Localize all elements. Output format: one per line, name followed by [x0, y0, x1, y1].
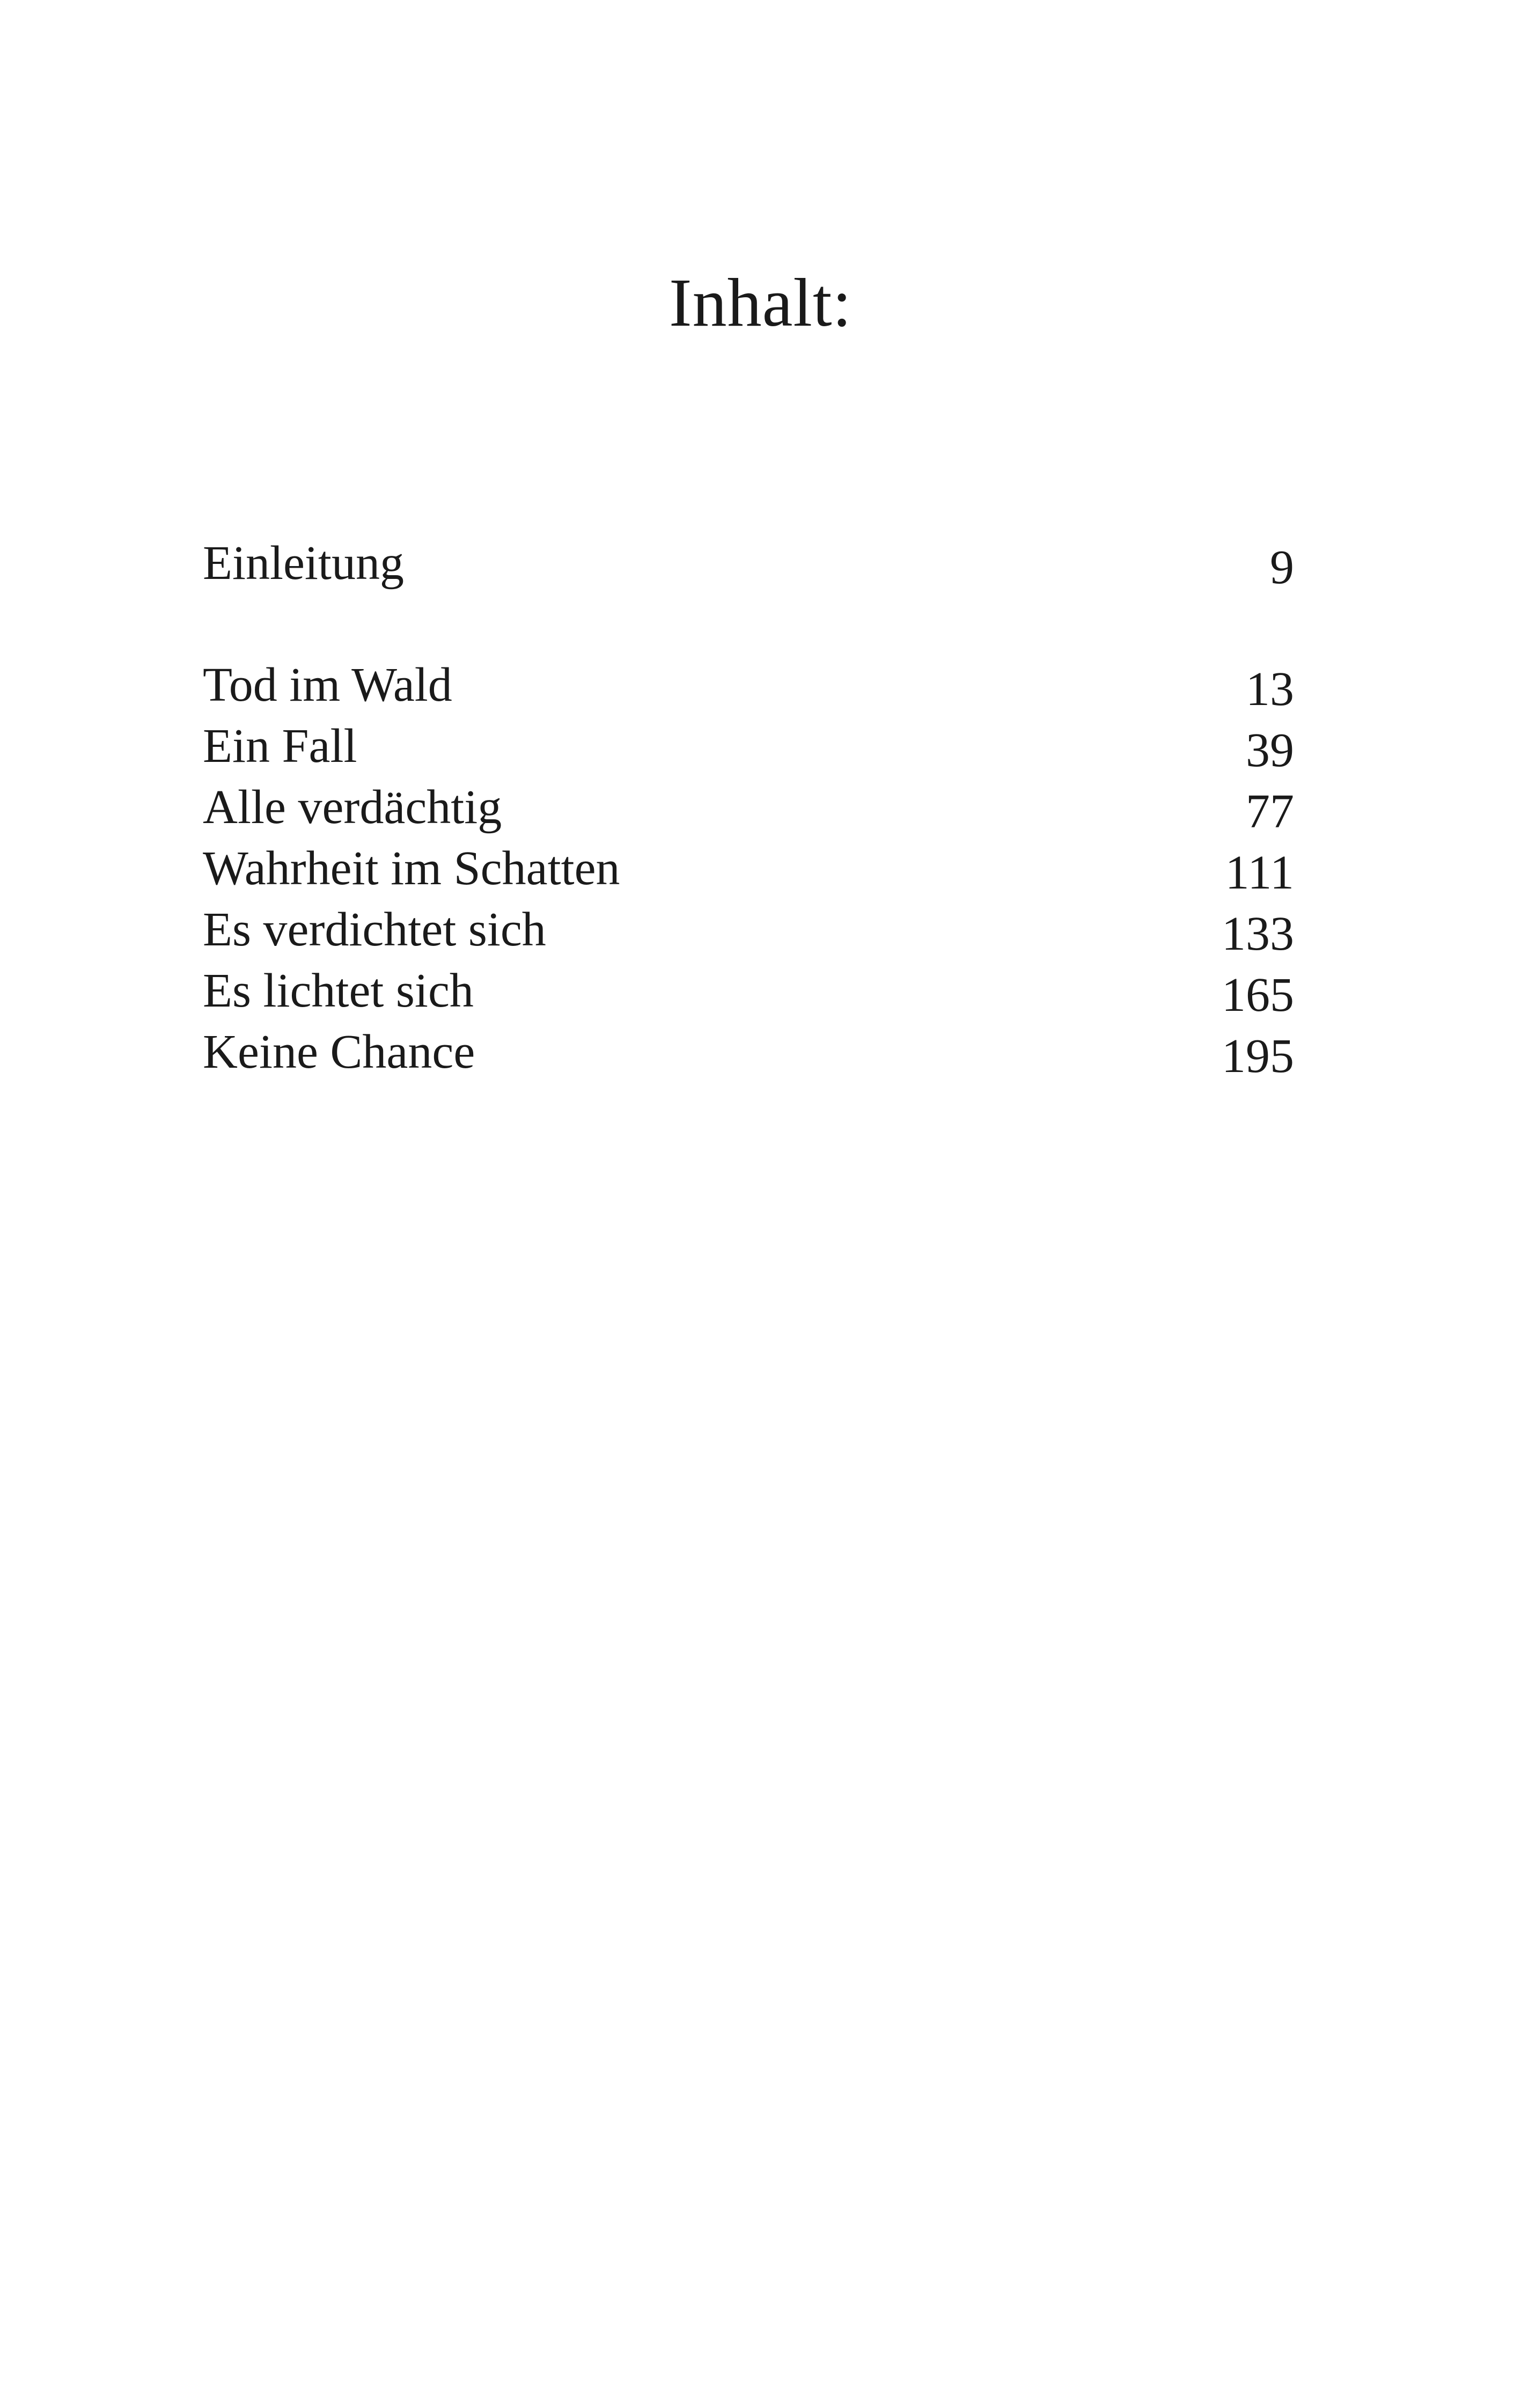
toc-entry	[203, 656, 1294, 715]
toc-entry-page-number: 39	[1246, 724, 1294, 777]
toc-entry-label: Alle verdächtig	[203, 781, 502, 834]
toc-entry-page-number: 195	[1222, 1030, 1294, 1083]
toc-entry-page-number: 111	[1225, 846, 1294, 899]
toc-entry-page-number: 9	[1270, 541, 1294, 594]
toc-entry	[203, 534, 1294, 593]
toc-entry-label: Tod im Wald	[203, 658, 452, 711]
toc-entry-label: Ein Fall	[203, 720, 357, 773]
toc-entry	[203, 839, 1294, 898]
toc-entry	[203, 717, 1294, 776]
toc-entry-label: Keine Chance	[203, 1025, 475, 1078]
toc-entry	[203, 778, 1294, 837]
toc-entry-page-number: 13	[1246, 663, 1294, 716]
toc-entry	[203, 1023, 1294, 1082]
toc-entry	[203, 961, 1294, 1021]
page-title: Inhalt:	[668, 265, 853, 341]
toc-entry-label: Es lichtet sich	[203, 964, 474, 1017]
toc-entry-page-number: 165	[1222, 968, 1294, 1022]
toc-entry-label: Es verdichtet sich	[203, 903, 546, 956]
toc-entry-label: Einleitung	[203, 537, 404, 590]
toc-entry-label: Wahrheit im Schatten	[203, 842, 620, 895]
toc-entry	[203, 900, 1294, 959]
toc-entry-page-number: 133	[1222, 907, 1294, 960]
toc-entry-page-number: 77	[1246, 785, 1294, 838]
